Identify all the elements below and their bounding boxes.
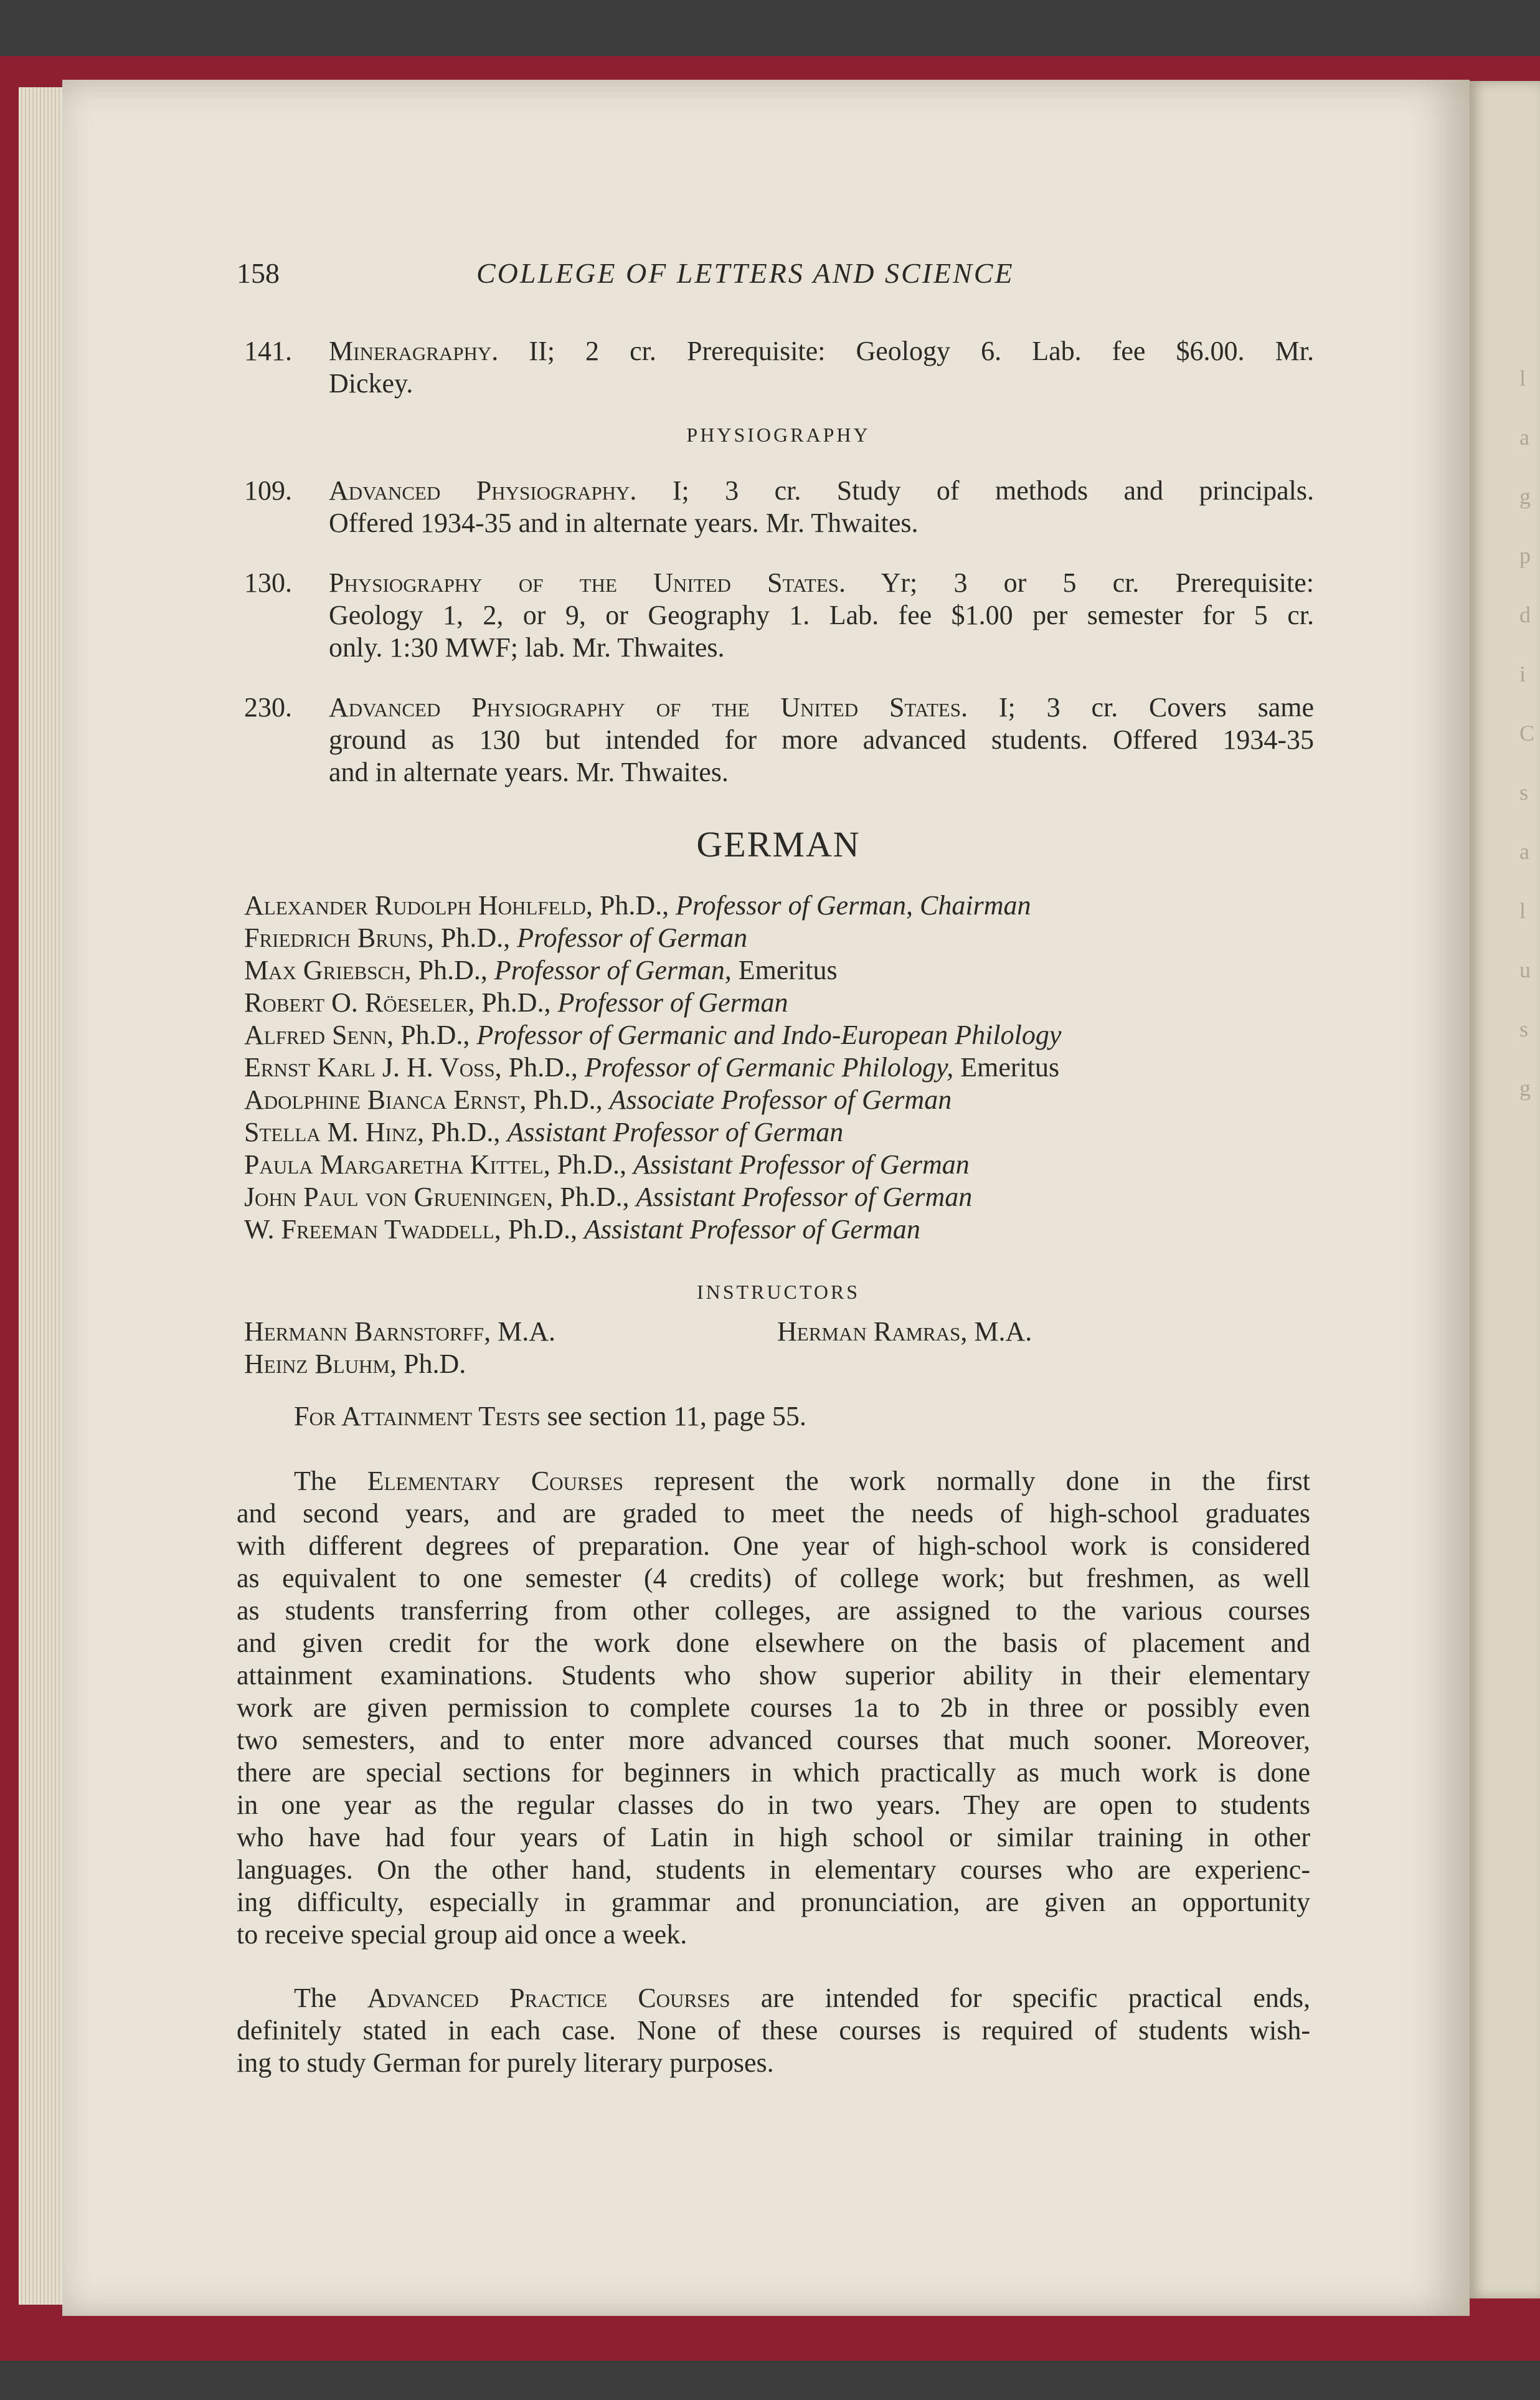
paragraph-line: as equivalent to one semester (4 credits) of college work; but freshmen, as well	[237, 1563, 1310, 1593]
page-number: 158	[237, 257, 280, 289]
term-advanced-practice-courses: Advanced Practice Courses	[367, 1983, 730, 2013]
course-line-1	[329, 691, 1314, 723]
faculty-title: Professor of Germanic and Indo-European Philology	[476, 1020, 1062, 1050]
paragraph-line: and given credit for the work done elsewhere on the basis of placement and	[237, 1628, 1310, 1658]
paragraph-line: in one year as the regular classes do in two years. They are open to students	[237, 1790, 1310, 1820]
instructor-entry	[244, 1316, 555, 1347]
instructors-heading: INSTRUCTORS	[696, 1281, 861, 1303]
faculty-name: Alfred Senn,	[244, 1020, 394, 1050]
faculty-degree: Ph.D.,	[508, 1214, 577, 1245]
faculty-name: Alexander Rudolph Hohlfeld,	[244, 890, 593, 921]
course-line-1	[329, 335, 1314, 367]
paragraph-line: attainment examinations. Students who show superior ability in their elementary	[237, 1660, 1310, 1691]
course-number: 230.	[244, 692, 292, 723]
faculty-degree: Ph.D.,	[508, 1052, 578, 1083]
course-title: Mineragraphy.	[329, 336, 499, 366]
faculty-degree: Ph.D.,	[557, 1149, 626, 1180]
course-line-1	[329, 475, 1314, 506]
faculty-name: W. Freeman Twaddell,	[244, 1214, 501, 1245]
paragraph-line: and second years, and are graded to meet the needs of high-school graduates	[237, 1498, 1310, 1529]
instructor-degree: M.A.	[498, 1316, 555, 1347]
faculty-name: Stella M. Hinz,	[244, 1117, 425, 1147]
faculty-degree: Ph.D.,	[418, 955, 488, 985]
running-title: COLLEGE OF LETTERS AND SCIENCE	[476, 257, 1014, 289]
faculty-entry	[244, 889, 1031, 921]
instructor-name: Heinz Bluhm,	[244, 1349, 397, 1379]
course-line-1	[329, 567, 1314, 599]
faculty-name: Adolphine Bianca Ernst,	[244, 1084, 527, 1115]
course-line-2: ground as 130 but intended for more advanced students. Offered 1934-35	[329, 724, 1314, 755]
faculty-entry	[244, 1213, 920, 1245]
paragraph-line: two semesters, and to enter more advanced courses that much sooner. Moreover,	[237, 1725, 1310, 1755]
faculty-degree: Ph.D.,	[440, 923, 511, 953]
faculty-entry	[244, 922, 747, 954]
paragraph-line: work are given permission to complete courses 1a to 2b in three or possibly even	[237, 1692, 1310, 1723]
faculty-entry	[244, 1116, 843, 1148]
attainment-tests-note	[294, 1400, 806, 1432]
text-run: The	[294, 1466, 367, 1496]
course-number: 109.	[244, 475, 292, 506]
faculty-entry	[244, 1084, 952, 1116]
facing-page-bleed: l a g p d i C s a l u s g	[1519, 366, 1535, 1101]
faculty-extra: Emeritus	[960, 1052, 1060, 1083]
department-heading-german: GERMAN	[696, 824, 861, 865]
course-details: I; 3 cr. Covers same	[998, 692, 1314, 723]
paragraph-line: there are special sections for beginners in which practically as much work is done	[237, 1757, 1310, 1788]
page-edges	[19, 87, 68, 2305]
faculty-degree: Ph.D.,	[431, 1117, 501, 1147]
course-details: Yr; 3 or 5 cr. Prerequisite:	[881, 567, 1314, 598]
faculty-title: Associate Professor of German	[609, 1084, 952, 1115]
paragraph-line: definitely stated in each case. None of these courses is required of students wish-	[237, 2015, 1310, 2046]
faculty-degree: Ph.D.,	[599, 890, 669, 921]
faculty-degree: Ph.D.,	[400, 1020, 470, 1050]
attainment-label: For Attainment Tests	[294, 1401, 541, 1431]
paragraph-line: with different degrees of preparation. One year of high-school work is considered	[237, 1530, 1310, 1561]
faculty-entry	[244, 1149, 970, 1180]
faculty-entry	[244, 987, 788, 1018]
course-line-2: Geology 1, 2, or 9, or Geography 1. Lab. fee $1.00 per semester for 5 cr.	[329, 600, 1314, 630]
faculty-name: Paula Margaretha Kittel,	[244, 1149, 550, 1180]
text-run: represent the work normally done in the first	[623, 1466, 1311, 1496]
text-run: The	[294, 1983, 367, 2013]
course-title: Advanced Physiography.	[329, 475, 637, 506]
faculty-title: Professor of Germanic Philology,	[584, 1052, 954, 1083]
faculty-title: Professor of German	[517, 923, 748, 953]
course-line-2: Offered 1934-35 and in alternate years. Mr. Thwaites.	[329, 508, 919, 538]
faculty-degree: Ph.D.,	[481, 987, 551, 1018]
faculty-title: Professor of German	[557, 987, 788, 1018]
paragraph-line: languages. On the other hand, students in elementary courses who are experienc-	[237, 1854, 1310, 1885]
term-elementary-courses: Elementary Courses	[367, 1466, 624, 1496]
course-details: I; 3 cr. Study of methods and principals.	[672, 475, 1314, 506]
course-number: 130.	[244, 567, 292, 598]
faculty-name: John Paul von Grueningen,	[244, 1182, 554, 1212]
course-title: Advanced Physiography of the United States.	[329, 692, 968, 723]
faculty-name: Friedrich Bruns,	[244, 923, 434, 953]
faculty-degree: Ph.D.,	[533, 1084, 603, 1115]
faculty-entry	[244, 954, 838, 986]
course-line-3: and in alternate years. Mr. Thwaites.	[329, 757, 729, 787]
instructor-name: Herman Ramras,	[777, 1316, 968, 1347]
course-title: Physiography of the United States.	[329, 567, 846, 598]
faculty-entry	[244, 1051, 1059, 1083]
paragraph-line: ing to study German for purely literary purposes.	[237, 2047, 774, 2078]
course-details: II; 2 cr. Prerequisite: Geology 6. Lab. fee $6.00. Mr.	[529, 336, 1314, 366]
instructor-entry	[777, 1316, 1032, 1347]
paragraph-line: who have had four years of Latin in high school or similar training in other	[237, 1822, 1310, 1852]
text-run: are intended for specific practical ends,	[730, 1983, 1310, 2013]
paragraph-line: to receive special group aid once a week.	[237, 1919, 687, 1950]
faculty-entry	[244, 1019, 1061, 1051]
paragraph-line: as students transferring from other colleges, are assigned to the various courses	[237, 1595, 1310, 1626]
paragraph-line	[294, 1982, 1310, 2014]
faculty-title: Assistant Professor of German	[636, 1182, 973, 1212]
instructor-degree: M.A.	[974, 1316, 1032, 1347]
faculty-title: Professor of German,	[494, 955, 732, 985]
faculty-name: Ernst Karl J. H. Voss,	[244, 1052, 502, 1083]
faculty-name: Robert O. Röeseler,	[244, 987, 475, 1018]
course-number: 141.	[244, 336, 292, 366]
faculty-name: Max Griebsch,	[244, 955, 412, 985]
instructor-entry	[244, 1348, 466, 1380]
faculty-title: Assistant Professor of German	[507, 1117, 844, 1147]
paragraph-line: ing difficulty, especially in grammar and pronunciation, are given an opportunity	[237, 1887, 1310, 1917]
course-line-3: only. 1:30 MWF; lab. Mr. Thwaites.	[329, 632, 725, 663]
faculty-entry	[244, 1181, 972, 1213]
instructor-name: Hermann Barnstorff,	[244, 1316, 491, 1347]
attainment-reference: see section 11, page 55.	[547, 1401, 806, 1431]
faculty-extra: Emeritus	[738, 955, 838, 985]
instructor-degree: Ph.D.	[403, 1349, 466, 1379]
faculty-title: Assistant Professor of German	[633, 1149, 970, 1180]
faculty-title: Professor of German, Chairman	[676, 890, 1031, 921]
faculty-title: Assistant Professor of German	[583, 1214, 920, 1245]
faculty-degree: Ph.D.,	[560, 1182, 630, 1212]
section-heading-physiography: PHYSIOGRAPHY	[686, 424, 871, 446]
paragraph-line	[294, 1465, 1310, 1497]
course-line-2: Dickey.	[329, 368, 413, 399]
